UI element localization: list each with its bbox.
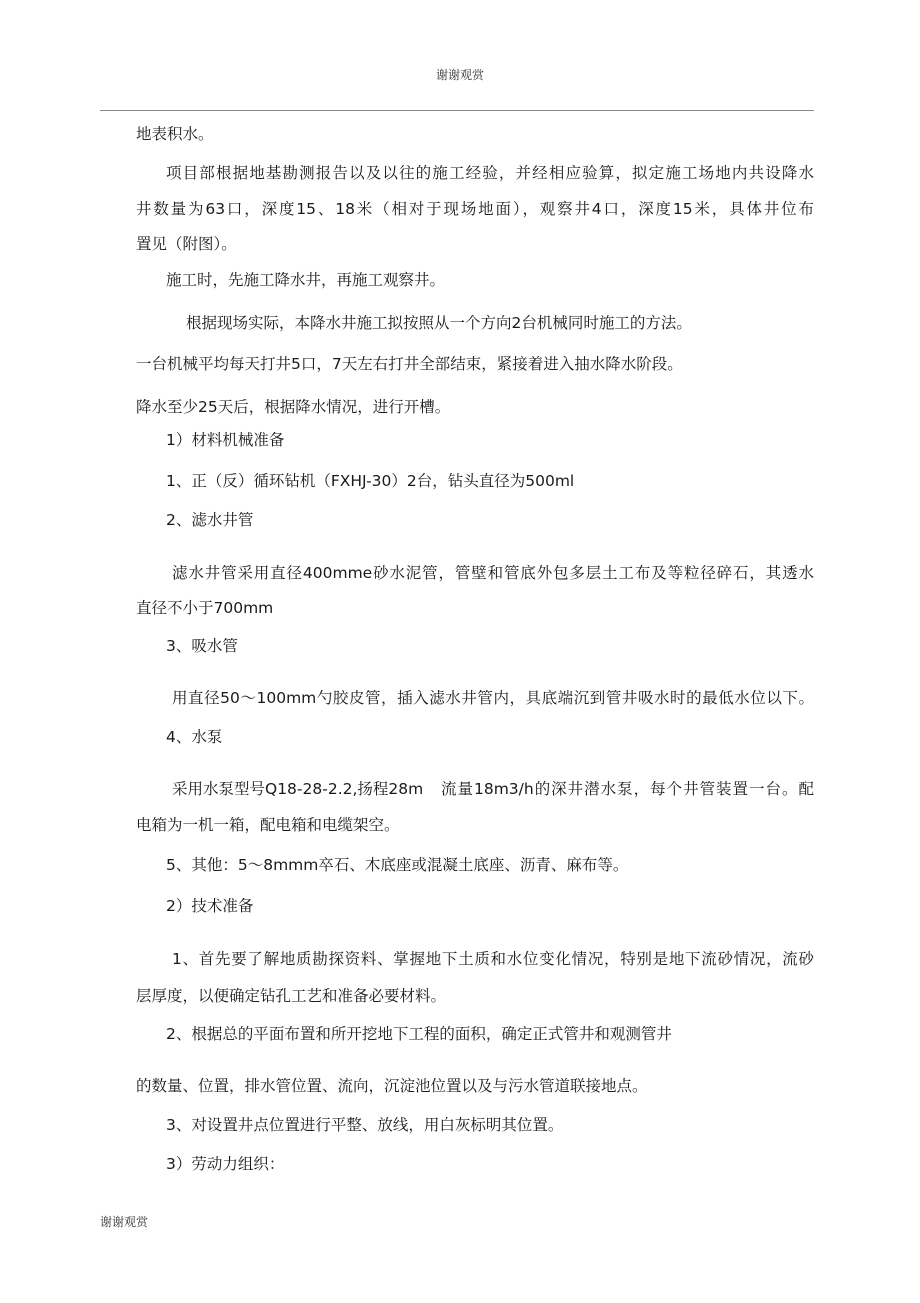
footer-text: 谢谢观赏 <box>100 1215 149 1229</box>
text-line: 电箱为一机一箱，配电箱和电缆架空。 <box>136 816 400 834</box>
text-line: 1）材料机械准备 <box>166 431 285 449</box>
text-line: 项目部根据地基勘测报告以及以往的施工经验，并经相应验算，拟定施工场地内共设降水 <box>166 164 814 182</box>
text-line: 地表积水。 <box>136 125 214 143</box>
text-line: 5、其他：5～8mmm卒石、木底座或混凝土底座、沥青、麻布等。 <box>166 856 629 874</box>
text-line: 层厚度，以便确定钻孔工艺和准备必要材料。 <box>136 987 447 1005</box>
text-line: 4、水泵 <box>166 728 223 746</box>
text-line: 2、根据总的平面布置和所开挖地下工程的面积，确定正式管井和观测管井 <box>166 1025 672 1043</box>
text-line: 置见（附图）。 <box>136 235 237 253</box>
text-line: 用直径50～100mm勺胶皮管，插入滤水井管内，具底端沉到管井吸水时的最低水位以下。 <box>172 689 814 707</box>
text-line: 的数量、位置，排水管位置、流向，沉淀池位置以及与污水管道联接地点。 <box>136 1077 648 1095</box>
text-line: 3、对设置井点位置进行平整、放线，用白灰标明其位置。 <box>166 1116 564 1134</box>
text-line: 滤水井管采用直径400mme砂水泥管，管壁和管底外包多层土工布及等粒径碎石，其透水 <box>172 564 814 582</box>
text-line: 施工时，先施工降水井，再施工观察井。 <box>166 271 446 289</box>
text-line: 1、首先要了解地质勘探资料、掌握地下土质和水位变化情况，特别是地下流砂情况，流砂 <box>172 950 814 968</box>
text-line: 降水至少25天后，根据降水情况，进行开槽。 <box>136 398 451 416</box>
header-text: 谢谢观赏 <box>435 68 484 82</box>
text-line: 一台机械平均每天打井5口，7天左右打井全部结束，紧接着进入抽水降水阶段。 <box>136 355 683 373</box>
text-line: 直径不小于700mm <box>136 599 274 617</box>
header-divider <box>100 110 814 111</box>
text-line: 2、滤水井管 <box>166 511 254 529</box>
text-line: 流量18m3/h的深井潜水泵，每个井管装置一台。配 <box>441 780 814 798</box>
text-line: 采用水泵型号Q18-28-2.2,扬程28m <box>172 780 424 798</box>
text-line: 1、正（反）循环钻机（FXHJ-30）2台，钻头直径为500ml <box>166 472 575 490</box>
text-line: 根据现场实际，本降水井施工拟按照从一个方向2台机械同时施工的方法。 <box>186 314 692 332</box>
text-line: 3）劳动力组织： <box>166 1155 285 1173</box>
text-line: 井数量为63口，深度15、18米（相对于现场地面），观察井4口，深度15米，具体井位布 <box>136 200 814 218</box>
text-line: 2）技术准备 <box>166 897 254 915</box>
text-line: 3、吸水管 <box>166 637 238 655</box>
